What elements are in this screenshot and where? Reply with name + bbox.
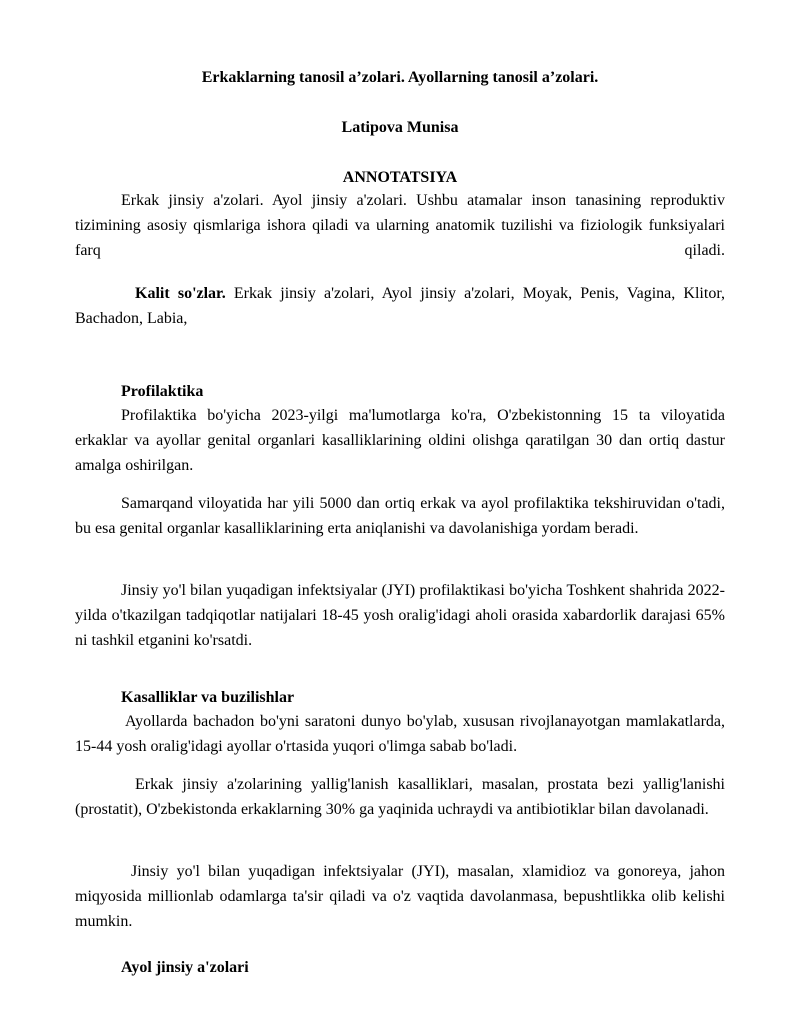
- section-heading-profilaktika: Profilaktika: [121, 383, 204, 400]
- section-paragraph: Ayollarda bachadon bo'yni saratoni dunyo bo'ylab, xususan rivojlanayotgan mamlakatlarda, 15-44 yosh oralig'idagi ayollar o'rtasida yuqori o'limga sabab bo'ladi.: [75, 713, 725, 755]
- keywords-label: Kalit so'zlar.: [135, 285, 226, 302]
- document-title: Erkaklarning tanosil a’zolari. Ayollarning tanosil a’zolari.: [201, 69, 599, 86]
- author-name: Latipova Munisa: [341, 119, 459, 136]
- section-paragraph: Samarqand viloyatida har yili 5000 dan ortiq erkak va ayol profilaktika tekshiruvidan o'tadi, bu esa genital organlar kasalliklarining erta aniqlanishi va davolanishiga yordam beradi.: [75, 495, 725, 537]
- section-paragraph: Erkak jinsiy a'zolarining yallig'lanish kasalliklari, masalan, prostata bezi yallig'lanishi (prostatit), O'zbekistonda erkaklarning 30% ga yaqinida uchraydi va antibiotiklar bilan davolanadi.: [75, 776, 725, 818]
- section-heading-ayol-jinsiy-azolari: Ayol jinsiy a'zolari: [121, 959, 249, 976]
- keywords-paragraph: [75, 281, 725, 331]
- annotation-text: Erkak jinsiy a'zolari. Ayol jinsiy a'zolari. Ushbu atamalar inson tanasining reproduktiv tizimining asosiy qismlariga ishora qiladi va ularning anatomik tuzilishi va fiziologik funksiyalari farq qiladi.: [75, 192, 725, 259]
- annotation-heading: ANNOTATSIYA: [342, 169, 458, 186]
- section-paragraph: Jinsiy yo'l bilan yuqadigan infektsiyalar (JYI) profilaktikasi bo'yicha Toshkent shahrida 2022-yilda o'tkazilgan tadqiqotlar natijalari 18-45 yosh oralig'idagi aholi orasida xabardorlik darajasi 65% ni tashkil etganini ko'rsatdi.: [75, 582, 725, 649]
- section-paragraph: Jinsiy yo'l bilan yuqadigan infektsiyalar (JYI), masalan, xlamidioz va gonoreya, jahon miqyosida millionlab odamlarga ta'sir qiladi va o'z vaqtida davolanmasa, bepushtlikka olib kelishi mumkin.: [75, 863, 725, 930]
- section-paragraph: Profilaktika bo'yicha 2023-yilgi ma'lumotlarga ko'ra, O'zbekistonning 15 ta viloyatida erkaklar va ayollar genital organlari kasalliklarining oldini olishga qaratilgan 30 dan ortiq dastur amalga oshirilgan.: [75, 407, 725, 474]
- keywords-text: Erkak jinsiy a'zolari, Ayol jinsiy a'zolari, Moyak, Penis, Vagina, Klitor, Bachadon, Labia,: [75, 285, 726, 327]
- section-heading-kasalliklar: Kasalliklar va buzilishlar: [121, 689, 295, 706]
